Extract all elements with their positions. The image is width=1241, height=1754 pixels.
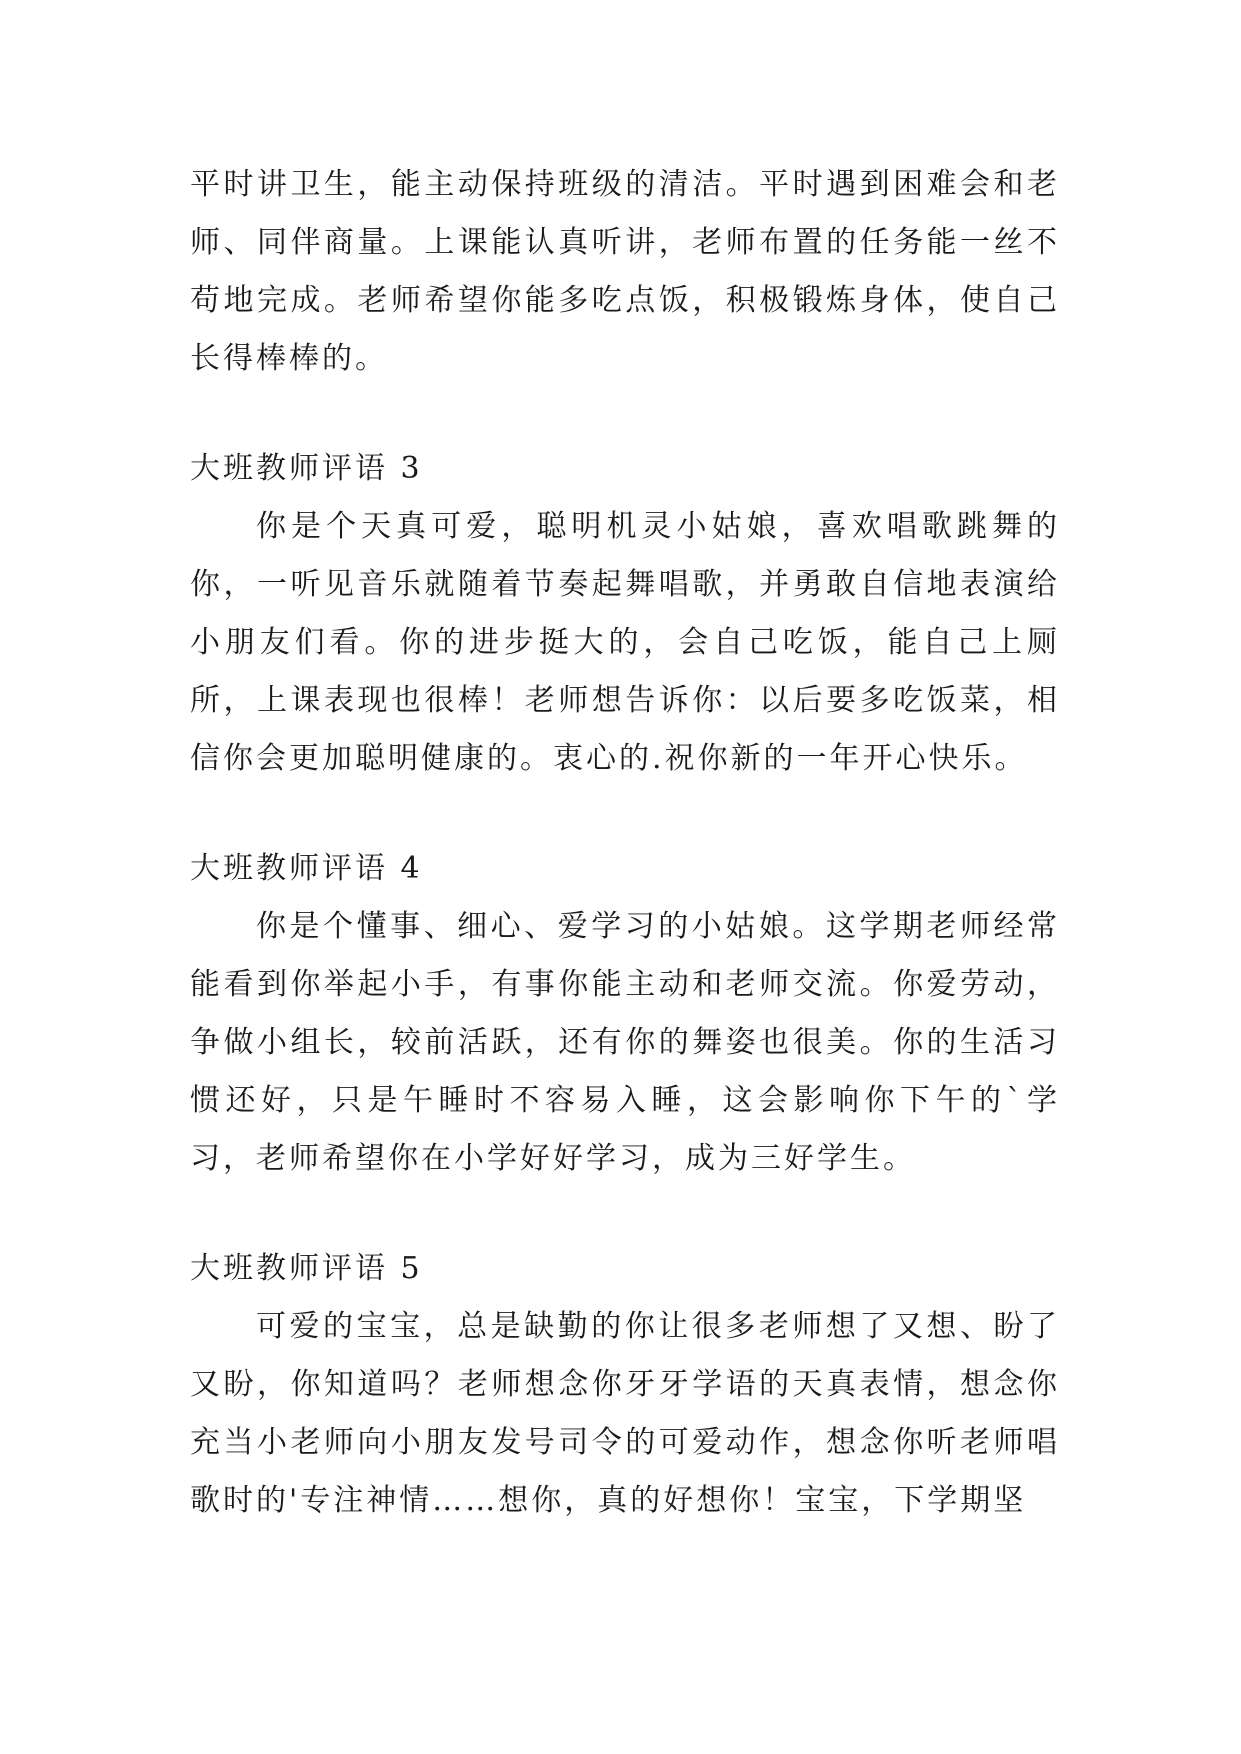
section-heading-5: 大班教师评语 5 (190, 1251, 423, 1286)
intro-paragraph: 平时讲卫生，能主动保持班级的清洁。平时遇到困难会和老师、同伴商量。上课能认真听讲，老师布置的任务能一丝不苟地完成。老师希望你能多吃点饭，积极锻炼身体，使自己长得棒棒的。 (190, 167, 1060, 376)
section-heading-3: 大班教师评语 3 (190, 451, 423, 486)
section-body-4: 你是个懂事、细心、爱学习的小姑娘。这学期老师经常能看到你举起小手，有事你能主动和老师交流。你爱劳动，争做小组长，较前活跃，还有你的舞姿也很美。你的生活习惯还好，只是午睡时不容易入睡，这会影响你下午的`学习，老师希望你在小学好好学习，成为三好学生。 (190, 909, 1060, 1176)
section-heading-4: 大班教师评语 4 (190, 851, 423, 886)
document-body (190, 156, 1060, 1530)
section-body-3: 你是个天真可爱，聪明机灵小姑娘，喜欢唱歌跳舞的你，一听见音乐就随着节奏起舞唱歌，并勇敢自信地表演给小朋友们看。你的进步挺大的，会自己吃饭，能自己上厕所，上课表现也很棒！老师想告诉你：以后要多吃饭菜，相信你会更加聪明健康的。衷心的.祝你新的一年开心快乐。 (190, 509, 1060, 776)
section-body-5: 可爱的宝宝，总是缺勤的你让很多老师想了又想、盼了又盼，你知道吗？老师想念你牙牙学语的天真表情，想念你充当小老师向小朋友发号司令的可爱动作，想念你听老师唱歌时的'专注神情……想你，真的好想你！宝宝，下学期坚 (190, 1309, 1060, 1518)
